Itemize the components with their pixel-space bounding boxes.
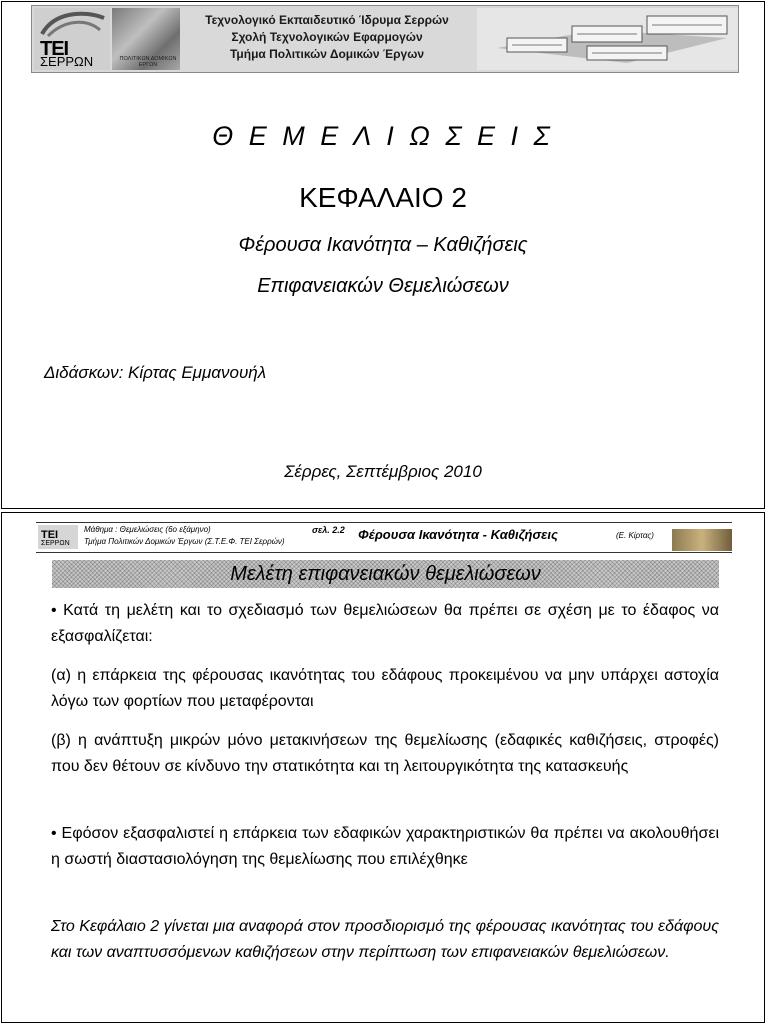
campus-buildings-image [477, 8, 738, 70]
author-label: (Ε. Κίρτας) [616, 531, 654, 540]
department-label: Τμήμα Πολιτικών Δομικών Έργων (Σ.Τ.Ε.Φ. ΤΕΙ Σερρών) [84, 537, 285, 546]
logo-swirl-icon [34, 8, 110, 38]
paragraph-intro: • Κατά τη μελέτη και το σχεδιασμό των θεμελιώσεων θα πρέπει σε σχέση με το έδαφος να εξασφαλίζεται: [51, 602, 719, 645]
subtitle-line-2: Επιφανειακών Θεμελιώσεων [257, 275, 509, 297]
chapter-heading: ΚΕΦΑΛΑΙΟ 2 [299, 182, 467, 213]
title-slide [1, 1, 765, 509]
instructor-label: Διδάσκων: Κίρτας Εμμανουήλ [44, 363, 267, 382]
paragraph-chapter-summary: Στο Κεφάλαιο 2 γίνεται μια αναφορά στον προσδιορισμό της φέρουσας ικανότητας του εδάφους και των αναπτυσσόμενων καθιζήσεων στην περίπτωση των επιφανειακών θεμελιώσεων. [51, 918, 719, 961]
department-name: Τμήμα Πολιτικών Δομικών Έργων [229, 47, 425, 61]
photo-caption: ΠΟΛΙΤΙΚΩΝ ΔΟΜΙΚΩΝ ΕΡΓΩΝ [119, 56, 177, 68]
paragraph-a: (α) η επάρκεια της φέρουσας ικανότητας του εδάφους προκειμένου να μην υπάρχει αστοχία λόγω των φορτίων που μεταφέρονται [51, 667, 719, 710]
school-name: Σχολή Τεχνολογικών Εφαρμογών [231, 30, 423, 44]
logo-tei-text: ΤΕΙ [40, 38, 69, 60]
slide-header [36, 522, 732, 553]
course-title: Θ Ε Μ Ε Λ Ι Ω Σ Ε Ι Σ [212, 121, 554, 151]
place-date: Σέρρες, Σεπτέμβριος 2010 [284, 462, 482, 481]
content-slide [1, 512, 765, 1023]
tei-logo-small [38, 525, 78, 549]
logo-city-text: ΣΕΡΡΩΝ [41, 540, 70, 547]
logo-tei-text: ΤΕΙ [41, 529, 59, 541]
tei-logo [34, 8, 110, 70]
institution-name: Τεχνολογικό Εκπαιδευτικό Ίδρυμα Σερρών [205, 13, 449, 27]
page-number: σελ. 2.2 [312, 525, 345, 535]
course-label: Μάθημα : Θεμελιώσεις (6ο εξάμηνο) [84, 525, 211, 534]
institution-banner [31, 5, 739, 73]
header-decoration [672, 529, 732, 551]
header-title: Φέρουσα Ικανότητα - Καθιζήσεις [358, 527, 558, 542]
paragraph-dimensioning: • Εφόσον εξασφαλιστεί η επάρκεια των εδαφικών χαρακτηριστικών θα πρέπει να ακολουθήσει η σωστή διαστασιολόγηση της θεμελίωσης που επιλέχθηκε [51, 825, 719, 868]
subtitle-line-1: Φέρουσα Ικανότητα – Καθιζήσεις [238, 234, 528, 256]
paragraph-b: (β) η ανάπτυξη μικρών μόνο μετακινήσεων της θεμελίωσης (εδαφικές καθιζήσεις, στροφές) που δεν θέτουν σε κίνδυνο την στατικότητα και τη λειτουργικότητα της κατασκευής [51, 732, 719, 775]
banner-text [182, 12, 472, 63]
section-title: Μελέτη επιφανειακών θεμελιώσεων [52, 560, 719, 588]
logo-city-text: ΣΕΡΡΩΝ [40, 54, 94, 69]
